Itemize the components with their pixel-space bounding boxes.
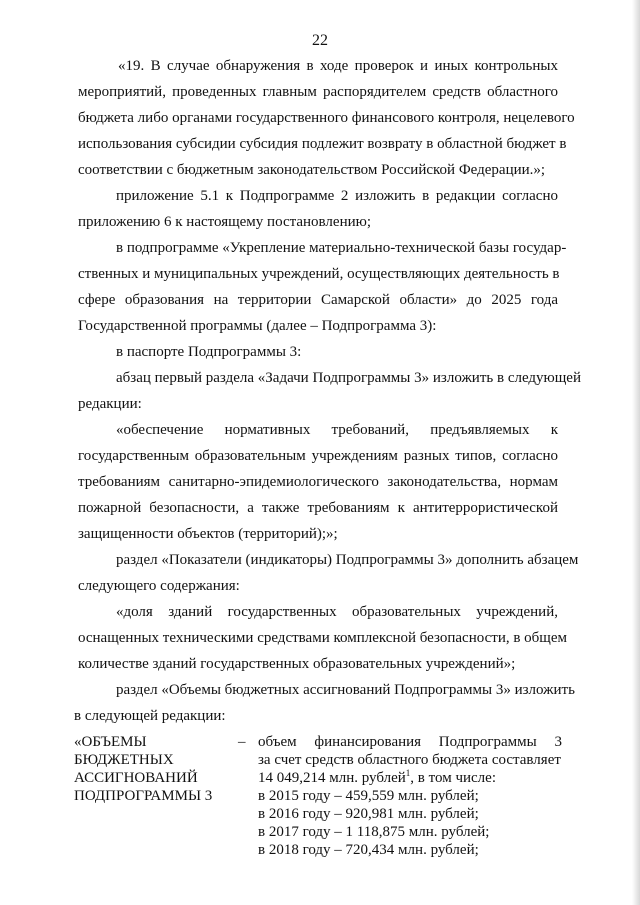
paragraph-line: использования субсидии субсидия подлежит возврату в областной бюджет в bbox=[78, 136, 567, 152]
scan-edge-shadow bbox=[632, 0, 640, 905]
footnote-mark: 1 bbox=[405, 768, 411, 778]
paragraph-line: пожарной безопасности, а также требованиям к антитеррористической bbox=[78, 500, 558, 516]
paragraph-line: приложение 5.1 к Подпрограмме 2 изложить в редакции согласно bbox=[116, 188, 558, 204]
paragraph-line: бюджета либо органами государственного финансового контроля, нецелевого bbox=[78, 110, 575, 126]
total-amount: 14 049,214 млн. рублей bbox=[258, 770, 406, 786]
paragraph-line: раздел «Объемы бюджетных ассигнований Подпрограммы 3» изложить bbox=[116, 682, 575, 698]
paragraph-line: защищенности объектов (территорий);»; bbox=[78, 526, 338, 542]
paragraph-line: «19. В случае обнаружения в ходе проверок и иных контрольных bbox=[118, 58, 558, 74]
paragraph-line: оснащенных техническими средствами комплексной безопасности, в общем bbox=[78, 630, 568, 646]
paragraph-line: «обеспечение нормативных требований, предъявляемых к bbox=[116, 422, 558, 438]
paragraph-line: раздел «Показатели (индикаторы) Подпрограммы 3» дополнить абзацем bbox=[116, 552, 579, 568]
table-year-line: в 2018 году – 720,434 млн. рублей; bbox=[258, 842, 479, 858]
paragraph-line: следующего содержания: bbox=[78, 578, 240, 594]
paragraph-line: соответствии с бюджетным законодательством Российской Федерации.»; bbox=[78, 162, 546, 178]
table-label-line: БЮДЖЕТНЫХ bbox=[74, 752, 174, 768]
table-value-line: за счет средств областного бюджета составляет bbox=[258, 752, 561, 768]
paragraph-line: в паспорте Подпрограммы 3: bbox=[116, 344, 302, 360]
paragraph-line: государственным образовательным учреждениям разных типов, согласно bbox=[78, 448, 558, 464]
paragraph-line: мероприятий, проведенных главным распорядителем средств областного bbox=[78, 84, 558, 100]
paragraph-line: абзац первый раздела «Задачи Подпрограммы 3» изложить в следующей bbox=[116, 370, 581, 386]
paragraph-line: в следующей редакции: bbox=[74, 708, 226, 724]
table-year-line: в 2015 году – 459,559 млн. рублей; bbox=[258, 788, 479, 804]
paragraph-line: количестве зданий государственных образовательных учреждений»; bbox=[78, 656, 516, 672]
table-year-line: в 2017 году – 1 118,875 млн. рублей; bbox=[258, 824, 490, 840]
paragraph-line: «доля зданий государственных образовательных учреждений, bbox=[116, 604, 558, 620]
table-label-line: ПОДПРОГРАММЫ 3 bbox=[74, 788, 213, 804]
total-amount-tail: , в том числе: bbox=[410, 770, 496, 786]
paragraph-line: требованиям санитарно-эпидемиологического законодательства, нормам bbox=[78, 474, 558, 490]
paragraph-line: ственных и муниципальных учреждений, осуществляющих деятельность в bbox=[78, 266, 560, 282]
paragraph-line: редакции: bbox=[78, 396, 142, 412]
paragraph-line: в подпрограмме «Укрепление материально-технической базы государ- bbox=[116, 240, 567, 256]
table-value-line bbox=[258, 768, 562, 788]
table-year-line: в 2016 году – 920,981 млн. рублей; bbox=[258, 806, 479, 822]
page-number: 22 bbox=[312, 32, 328, 49]
paragraph-line: сфере образования на территории Самарской области» до 2025 года bbox=[78, 292, 558, 308]
table-dash: – bbox=[238, 734, 246, 750]
table-label-line: «ОБЪЕМЫ bbox=[74, 734, 147, 750]
paragraph-line: Государственной программы (далее – Подпрограмма 3): bbox=[78, 318, 437, 334]
table-label-line: АССИГНОВАНИЙ bbox=[74, 770, 198, 786]
table-value-line: объем финансирования Подпрограммы 3 bbox=[258, 734, 562, 750]
paragraph-line: приложению 6 к настоящему постановлению; bbox=[78, 214, 371, 230]
